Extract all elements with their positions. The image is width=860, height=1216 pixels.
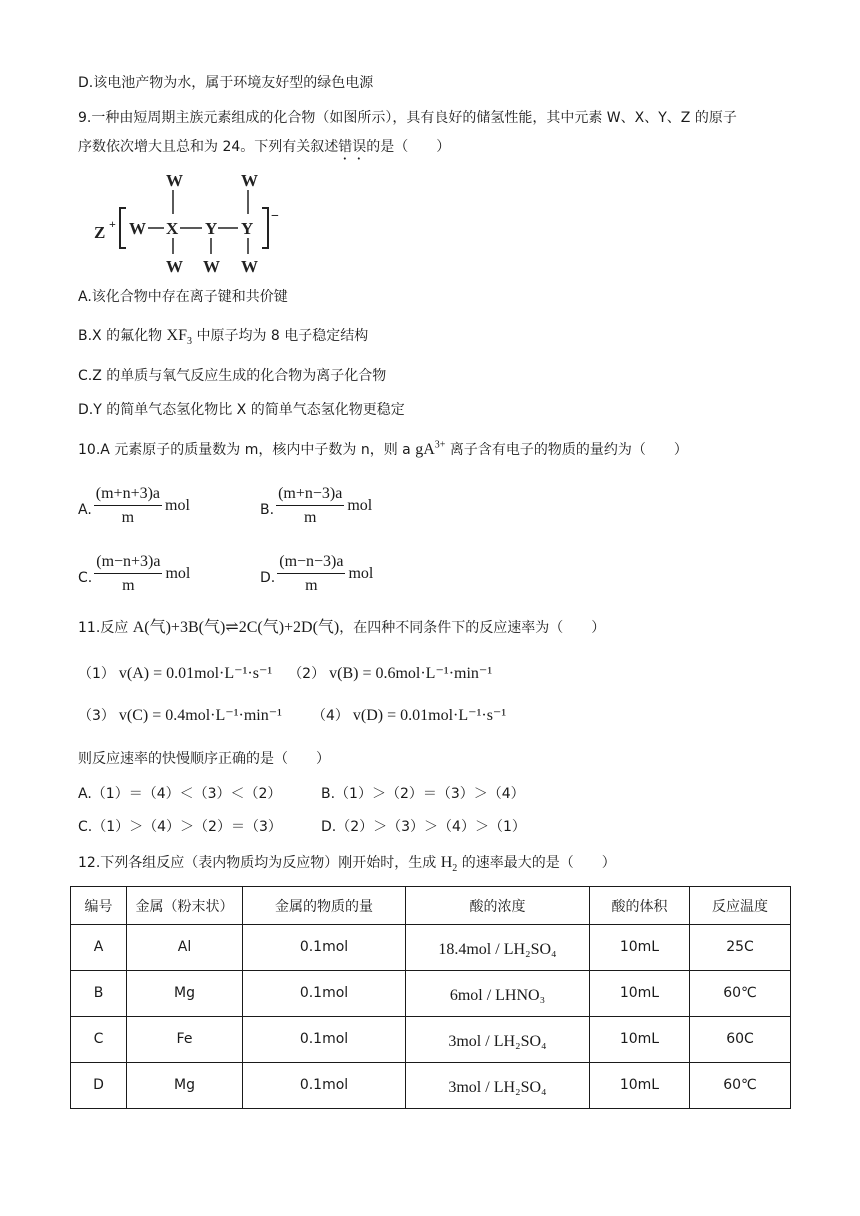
q9-stem-line2 bbox=[78, 137, 450, 163]
q9-option-b-formula bbox=[166, 327, 192, 348]
q10-stem bbox=[78, 440, 688, 460]
q11-stem-tail: ，在四种不同条件下的反应速率为（ ） bbox=[339, 620, 606, 636]
formula-h: H bbox=[440, 854, 453, 871]
numerator: (m−n−3)a bbox=[277, 552, 345, 574]
q9-option-b bbox=[78, 326, 368, 346]
rate-4: v(D) = 0.01mol·L⁻¹·s⁻¹ bbox=[352, 707, 507, 724]
cell-volume: 10mL bbox=[590, 1063, 690, 1109]
q11-rates-row1 bbox=[78, 664, 492, 684]
q10-option-d bbox=[260, 552, 373, 596]
q12-stem-tail: 的速率最大的是（ ） bbox=[457, 855, 616, 871]
table-header-row bbox=[71, 887, 791, 925]
cell-acid: 3mol / LH₂SO₄ bbox=[406, 1063, 590, 1109]
cell-acid: 3mol / LH₂SO₄ bbox=[406, 1017, 590, 1063]
struct-w-left: W bbox=[129, 219, 146, 238]
cell-temp: 25C bbox=[690, 925, 791, 971]
struct-right-bracket bbox=[262, 208, 268, 248]
q10-stem-tail: 离子含有电子的物质的量约为（ ） bbox=[445, 442, 688, 458]
struct-w-x-bottom: W bbox=[166, 257, 183, 276]
q11-stem-text: 11.反应 bbox=[78, 620, 133, 636]
cell-metal: Mg bbox=[127, 971, 243, 1017]
cell-temp: 60C bbox=[690, 1017, 791, 1063]
header-temp: 反应温度 bbox=[690, 887, 791, 925]
cell-volume: 10mL bbox=[590, 1017, 690, 1063]
struct-w-y2-bottom: W bbox=[241, 257, 258, 276]
header-acid: 酸的浓度 bbox=[406, 887, 590, 925]
option-label: C. bbox=[78, 570, 93, 586]
cell-amount: 0.1mol bbox=[243, 1017, 406, 1063]
option-label: A. bbox=[78, 502, 92, 518]
cell-metal: Fe bbox=[127, 1017, 243, 1063]
q11-question: 则反应速率的快慢顺序正确的是（ ） bbox=[78, 751, 330, 767]
q8-option-d: D.该电池产物为水，属于环境友好型的绿色电源 bbox=[78, 75, 374, 91]
struct-w-y1-bottom: W bbox=[203, 257, 220, 276]
q11-stem bbox=[78, 618, 605, 638]
fraction bbox=[277, 552, 345, 596]
cell-id: B bbox=[71, 971, 127, 1017]
rate-label: （4） bbox=[311, 708, 349, 724]
q9-option-b-tail: 中原子均为 8 电子稳定结构 bbox=[192, 328, 369, 344]
rate-2: v(B) = 0.6mol·L⁻¹·min⁻¹ bbox=[329, 665, 493, 682]
numerator: (m+n−3)a bbox=[276, 484, 344, 506]
q9-stem-line1: 9.一种由短周期主族元素组成的化合物（如图所示），具有良好的储氢性能，其中元素 W、X、Y、Z 的原子 bbox=[78, 110, 737, 126]
cell-temp: 60℃ bbox=[690, 971, 791, 1017]
table-row bbox=[71, 1017, 791, 1063]
header-id: 编号 bbox=[71, 887, 127, 925]
q11-option-a: A.（1）＝（4）＜（3）＜（2） bbox=[78, 786, 282, 802]
cell-amount: 0.1mol bbox=[243, 925, 406, 971]
denominator: m bbox=[305, 577, 318, 594]
q10-ion bbox=[415, 441, 445, 458]
numerator: (m+n+3)a bbox=[94, 484, 162, 506]
rate-label: （3） bbox=[78, 708, 115, 724]
rate-label: （2） bbox=[288, 666, 326, 682]
q10-stem-text: 10.A 元素原子的质量数为 m，核内中子数为 n，则 a bbox=[78, 442, 416, 458]
ion-charge: 3+ bbox=[434, 439, 446, 451]
q10-option-a bbox=[78, 484, 190, 528]
reaction-table bbox=[70, 886, 791, 1109]
table-row bbox=[71, 971, 791, 1017]
denominator: m bbox=[303, 509, 317, 526]
cell-volume: 10mL bbox=[590, 925, 690, 971]
cell-amount: 0.1mol bbox=[243, 971, 406, 1017]
q9-option-d: D.Y 的简单气态氢化物比 X 的简单气态氢化物更稳定 bbox=[78, 402, 405, 418]
q11-rates-row2 bbox=[78, 706, 506, 726]
struct-cation-charge: + bbox=[109, 217, 116, 231]
q9-option-b-text: B.X 的氟化物 bbox=[78, 328, 167, 344]
struct-anion-charge: − bbox=[271, 209, 279, 224]
q9-option-a: A.该化合物中存在离子键和共价键 bbox=[78, 289, 288, 305]
q12-stem bbox=[78, 853, 616, 873]
option-label: D. bbox=[260, 570, 276, 586]
cell-acid: 6mol / LHNO₃ bbox=[406, 971, 590, 1017]
cell-id: C bbox=[71, 1017, 127, 1063]
header-metal: 金属（粉末状） bbox=[127, 887, 243, 925]
q11-option-b: B.（1）＞（2）＝（3）＞（4） bbox=[321, 786, 525, 802]
q9-option-c: C.Z 的单质与氧气反应生成的化合物为离子化合物 bbox=[78, 368, 387, 384]
ion-formula: gA bbox=[415, 441, 435, 458]
denominator: m bbox=[122, 577, 135, 594]
q12-stem-text: 12.下列各组反应（表内物质均为反应物）刚开始时，生成 bbox=[78, 855, 441, 871]
option-label: B. bbox=[260, 502, 275, 518]
header-volume: 酸的体积 bbox=[590, 887, 690, 925]
header-amount: 金属的物质的量 bbox=[243, 887, 406, 925]
q9-stem-tail: 的是（ ） bbox=[366, 139, 451, 155]
struct-y2: Y bbox=[241, 219, 254, 238]
fraction bbox=[94, 552, 162, 596]
q11-option-c: C.（1）＞（4）＞（2）＝（3） bbox=[78, 819, 282, 835]
table-row bbox=[71, 925, 791, 971]
q11-equation: A(气)+3B(气)⇌2C(气)+2D(气) bbox=[132, 619, 340, 636]
fraction bbox=[276, 484, 344, 528]
cell-id: D bbox=[71, 1063, 127, 1109]
formula-subscript: 3 bbox=[187, 336, 192, 348]
q10-option-c bbox=[78, 552, 190, 596]
struct-cation: Z bbox=[94, 223, 106, 242]
rate-label: （1） bbox=[78, 666, 115, 682]
unit: mol bbox=[348, 565, 374, 582]
fraction bbox=[94, 484, 162, 528]
struct-left-bracket bbox=[120, 208, 126, 248]
cell-acid: 18.4mol / LH₂SO₄ bbox=[406, 925, 590, 971]
q10-option-b bbox=[260, 484, 372, 528]
table-row bbox=[71, 1063, 791, 1109]
unit: mol bbox=[165, 565, 191, 582]
struct-w-y2-top: W bbox=[241, 171, 258, 190]
rate-3: v(C) = 0.4mol·L⁻¹·min⁻¹ bbox=[118, 707, 282, 724]
cell-amount: 0.1mol bbox=[243, 1063, 406, 1109]
struct-y1: Y bbox=[205, 219, 218, 238]
numerator: (m−n+3)a bbox=[94, 552, 162, 574]
denominator: m bbox=[121, 509, 135, 526]
q9-emphasis-word: 错误 bbox=[338, 139, 367, 155]
cell-volume: 10mL bbox=[590, 971, 690, 1017]
q9-structure-diagram bbox=[92, 168, 292, 278]
unit: mol bbox=[347, 497, 373, 514]
rate-1: v(A) = 0.01mol·L⁻¹·s⁻¹ bbox=[118, 665, 273, 682]
unit: mol bbox=[165, 497, 190, 514]
formula-subscript: 2 bbox=[452, 863, 458, 875]
cell-metal: Al bbox=[127, 925, 243, 971]
cell-id: A bbox=[71, 925, 127, 971]
q11-option-d: D.（2）＞（3）＞（4）＞（1） bbox=[321, 819, 526, 835]
struct-x: X bbox=[166, 219, 179, 238]
q9-stem-text: 序数依次增大且总和为 24。下列有关叙述 bbox=[78, 139, 339, 155]
cell-temp: 60℃ bbox=[690, 1063, 791, 1109]
formula-xf: XF bbox=[166, 327, 187, 344]
cell-metal: Mg bbox=[127, 1063, 243, 1109]
struct-w-x-top: W bbox=[166, 171, 183, 190]
q12-h2 bbox=[440, 854, 458, 875]
